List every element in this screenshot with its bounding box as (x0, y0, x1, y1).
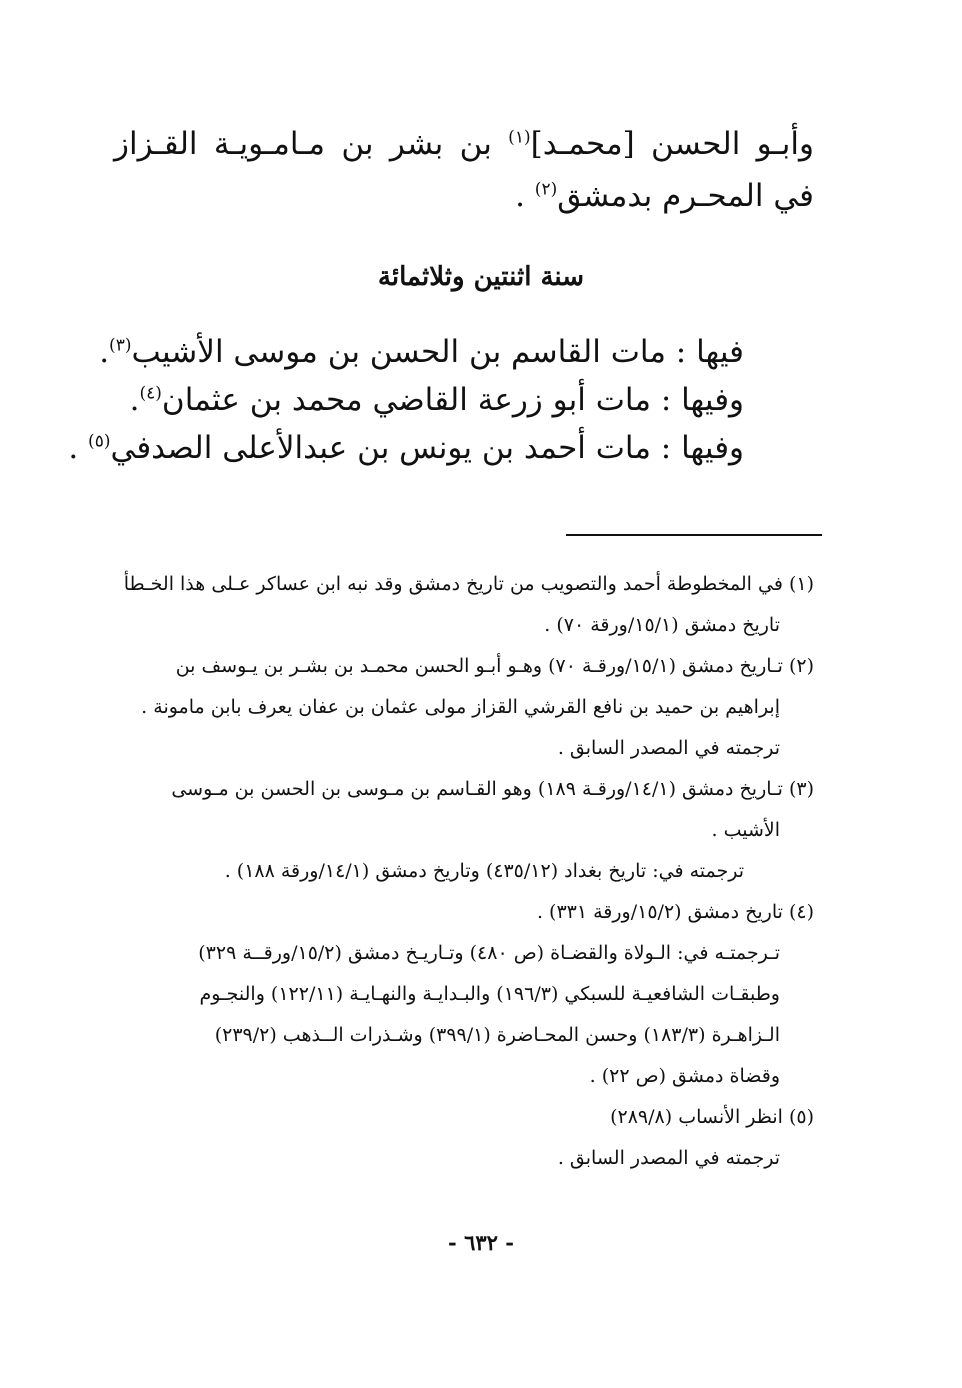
footnote-line: الأشيب . (711, 819, 780, 841)
footnote-line: (١) في المخطوطة أحمد والتصويب من تاريخ دمشق وقد نبه ابن عساكر عـلى هذا الخـطأ (123, 573, 814, 595)
footnote-line: ترجمته في المصدر السابق . (557, 737, 780, 759)
main-text-part1: وأبـو الحسن [محمـد] (530, 126, 814, 162)
event-line (99, 328, 744, 376)
footnote-ref-2[interactable]: (٢) (534, 179, 558, 200)
footnote-line: (٤) تاريخ دمشق (١٥/٢/ورقة ٣٣١) . (536, 901, 814, 923)
footnote-line: (٣) تـاريخ دمشق (١٤/١/ورقـة ١٨٩) وهو القـاسم بن مـوسى بن الحسن بن مـوسى (171, 778, 814, 800)
event-text: وفيها : مات أحمد بن يونس بن عبدالأعلى الصدفي (110, 430, 744, 466)
footnote-ref-1[interactable]: (١) (508, 127, 531, 148)
footnote-separator (566, 534, 822, 536)
page-number: - ٦٣٢ - (448, 1230, 514, 1255)
footnote-3 (114, 769, 814, 892)
footnote-line: وقضاة دمشق (ص ٢٢) . (589, 1065, 780, 1087)
event-text: فيها : مات القاسم بن الحسن بن موسى الأشيب (131, 334, 744, 370)
footnote-line: تاريخ دمشق (١٥/١/ورقة ٧٠) . (544, 614, 780, 636)
event-line (68, 424, 744, 472)
footnote-ref-3[interactable]: (٣) (109, 335, 132, 356)
main-paragraph (114, 118, 814, 222)
footnote-line: (٢) تـاريخ دمشق (١٥/١/ورقـة ٧٠) وهـو أبـو الحسن محمـد بن بشـر بن يـوسف بن (175, 655, 814, 677)
footnote-1 (114, 564, 814, 646)
footnote-line: الـزاهـرة (١٨٣/٣) وحسن المحـاضرة (٣٩٩/١) وشـذرات الــذهب (٢٣٩/٢) (214, 1024, 780, 1046)
event-end: . (99, 334, 110, 370)
footnote-5 (114, 1097, 814, 1179)
footnote-ref-5[interactable]: (٥) (88, 431, 111, 452)
main-text-part3: . (515, 178, 535, 214)
footnote-line: وطبقـات الشافعيـة للسبكي (١٩٦/٣) والبـدايـة والنهـايـة (١٢٢/١١) والنجـوم (199, 983, 780, 1005)
footnote-line: ترجمته في: تاريخ بغداد (٤٣٥/١٢) وتاريخ دمشق (١٤/١/ورقة ١٨٨) . (224, 860, 744, 882)
main-text-part2: بن بشر بن مـامـويـة القـزاز في المحـرم بدمشق (114, 126, 814, 214)
footnote-line: ترجمته في المصدر السابق . (557, 1147, 780, 1169)
footnote-line: إبراهيم بن حميد بن نافع القرشي القزاز مولى عثمان بن عفان يعرف بابن مامونة . (141, 696, 780, 718)
footnote-line: تـرجمتـه في: الـولاة والقضـاة (ص ٤٨٠) وتـاريـخ دمشق (١٥/٢/ورقــة ٣٢٩) (198, 942, 780, 964)
event-end: . (68, 430, 89, 466)
event-text: وفيها : مات أبو زرعة القاضي محمد بن عثمان (161, 382, 744, 418)
event-line (129, 376, 744, 424)
footnote-2 (114, 646, 814, 769)
footnote-line: (٥) انظر الأنساب (٢٨٩/٨) (610, 1106, 814, 1128)
section-heading: سنة اثنتين وثلاثمائة (377, 262, 585, 292)
footnote-ref-4[interactable]: (٤) (139, 383, 162, 404)
events-list (68, 328, 744, 472)
footnote-4 (114, 892, 814, 1097)
event-end: . (129, 382, 140, 418)
footnotes (114, 564, 814, 1179)
